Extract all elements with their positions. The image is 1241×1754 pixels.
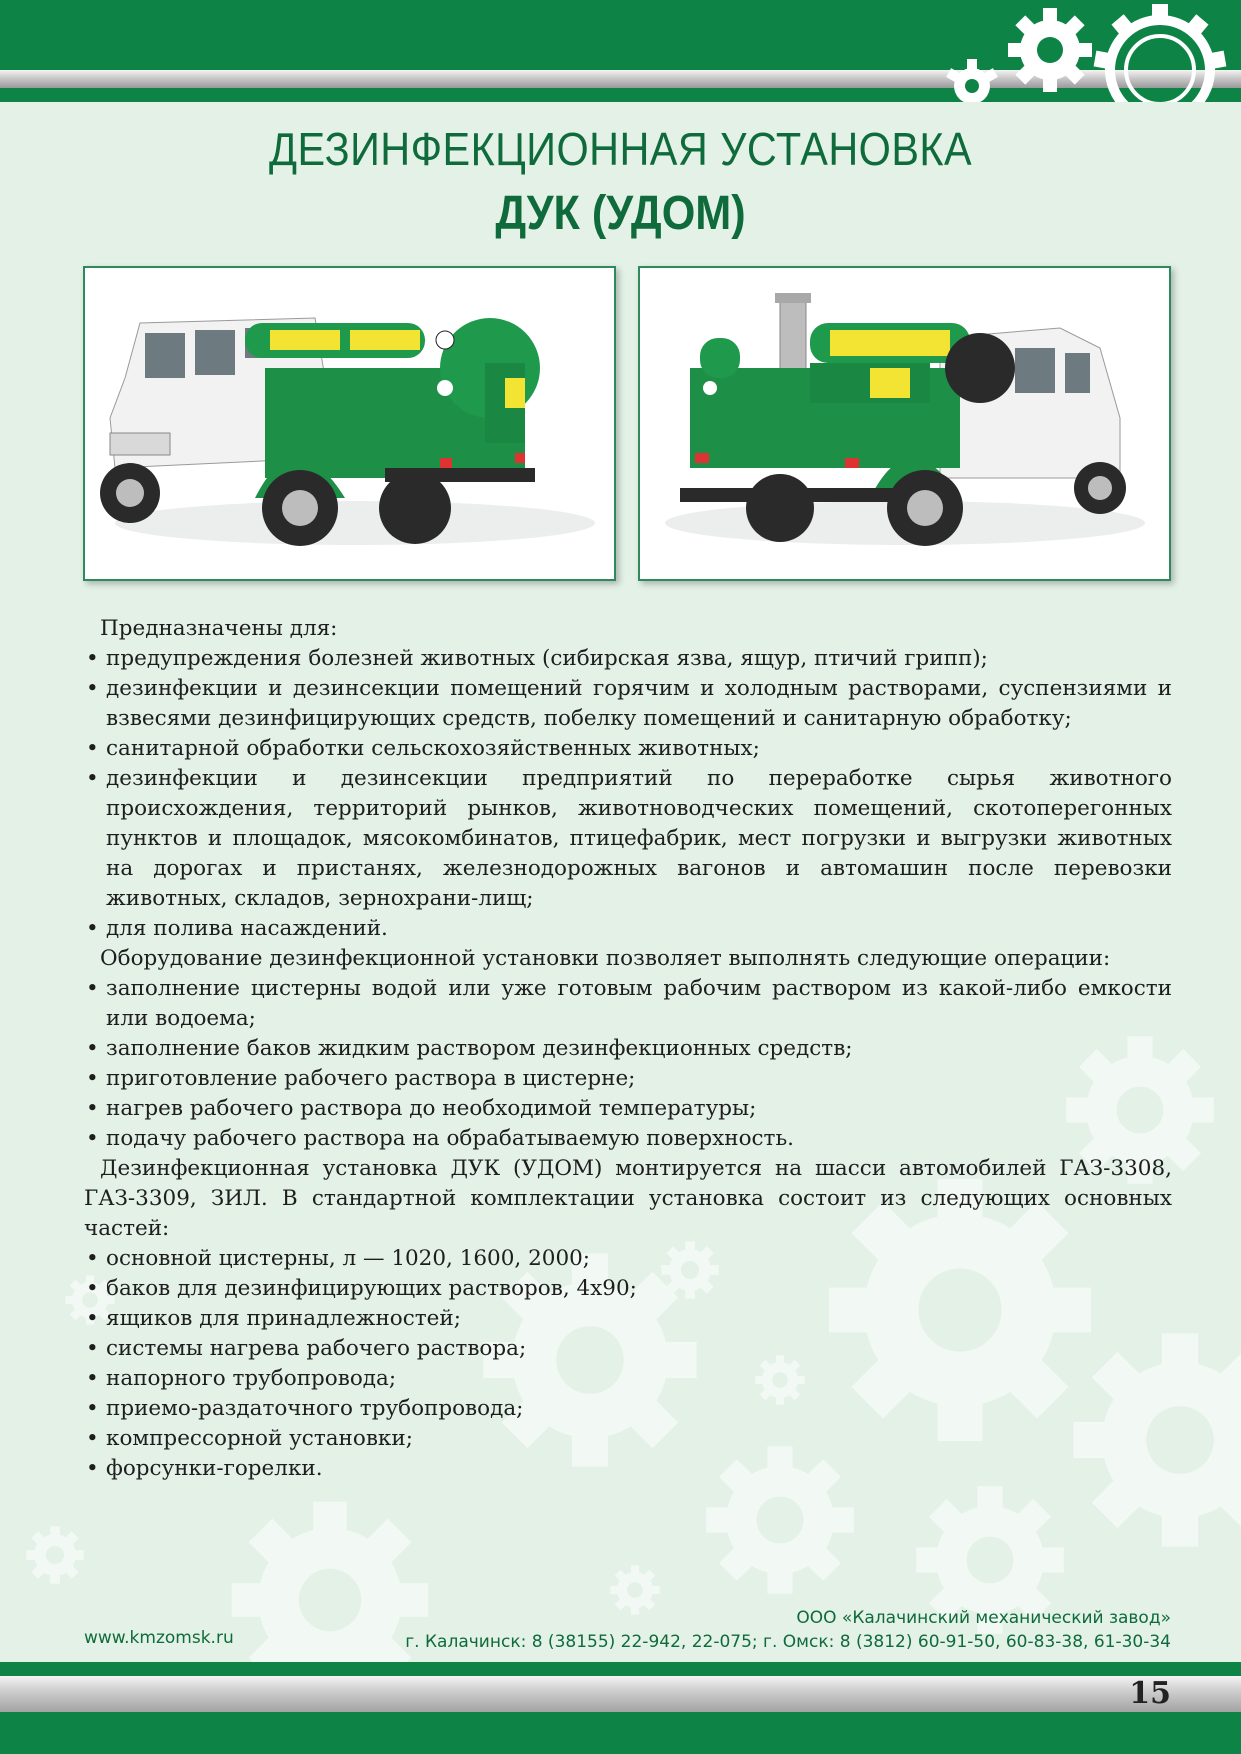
footer-band-green-lower bbox=[0, 1712, 1241, 1754]
page-number: 15 bbox=[1129, 1676, 1171, 1711]
list-item: • заполнение баков жидким раствором дезинфекционных средств; bbox=[84, 1034, 1172, 1064]
list-item: • компрессорной установки; bbox=[84, 1424, 1172, 1454]
main-content bbox=[84, 614, 1172, 1484]
truck-photo-right bbox=[638, 266, 1171, 581]
operations-intro: Оборудование дезинфекционной установки позволяет выполнять следующие операции: bbox=[100, 946, 1111, 971]
list-item: • приемо-раздаточного трубопровода; bbox=[84, 1394, 1172, 1424]
list-item: • предупреждения болезней животных (сибирская язва, ящур, птичий грипп); bbox=[84, 644, 1172, 674]
purposes-list bbox=[84, 644, 1172, 944]
list-item: • санитарной обработки сельскохозяйственных животных; bbox=[84, 734, 1172, 764]
page-title-line2: ДУК (УДОМ) bbox=[495, 187, 746, 240]
list-item: • основной цистерны, л — 1020, 1600, 2000; bbox=[84, 1244, 1172, 1274]
parts-list bbox=[84, 1244, 1172, 1484]
list-item: • напорного трубопровода; bbox=[84, 1364, 1172, 1394]
list-item: • нагрев рабочего раствора до необходимой температуры; bbox=[84, 1094, 1172, 1124]
header-gears-icon bbox=[930, 0, 1241, 102]
company-name: ООО «Калачинский механический завод» bbox=[796, 1608, 1171, 1628]
truck-illustration-left bbox=[85, 268, 614, 579]
truck-illustration-right bbox=[640, 268, 1169, 579]
list-item: • для полива насаждений. bbox=[84, 914, 1172, 944]
footer-band-green bbox=[0, 1662, 1241, 1676]
list-item: • заполнение цистерны водой или уже готовым рабочим раствором из какой-либо емкости или водоема; bbox=[84, 974, 1172, 1034]
purposes-intro: Предназначены для: bbox=[100, 616, 338, 641]
page-title-line1: ДЕЗИНФЕКЦИОННАЯ УСТАНОВКА bbox=[268, 123, 973, 175]
list-item: • ящиков для принадлежностей; bbox=[84, 1304, 1172, 1334]
footer-band-silver bbox=[0, 1676, 1241, 1712]
company-contacts bbox=[405, 1606, 1171, 1654]
list-item: • приготовление рабочего раствора в цистерне; bbox=[84, 1064, 1172, 1094]
list-item: • системы нагрева рабочего раствора; bbox=[84, 1334, 1172, 1364]
list-item: • форсунки-горелки. bbox=[84, 1454, 1172, 1484]
list-item: • дезинфекции и дезинсекции предприятий по переработке сырья животного происхождения, территорий рынков, животноводческих помещений, скотоперегонных пунктов и площадок, мясокомбинатов, птицефабрик, мест погрузки и выгрузки животных на дорогах и пристанях, железнодорожных вагонов и автомашин после перевозки животных, складов, зернохрани-лищ; bbox=[84, 764, 1172, 914]
website-link[interactable]: www.kmzomsk.ru bbox=[84, 1628, 234, 1648]
list-item: • дезинфекции и дезинсекции помещений горячим и холодным растворами, суспензиями и взвесями дезинфицирующих средств, побелку помещений и санитарную обработку; bbox=[84, 674, 1172, 734]
operations-list bbox=[84, 974, 1172, 1154]
mount-description: Дезинфекционная установка ДУК (УДОМ) монтируется на шасси автомобилей ГАЗ-3308, ГАЗ-3309, ЗИЛ. В стандартной комплектации установка состоит из следующих основных частей: bbox=[84, 1156, 1172, 1241]
list-item: • баков для дезинфицирующих растворов, 4х90; bbox=[84, 1274, 1172, 1304]
list-item: • подачу рабочего раствора на обрабатываемую поверхность. bbox=[84, 1124, 1172, 1154]
contact-phones: г. Калачинск: 8 (38155) 22-942, 22-075; г. Омск: 8 (3812) 60-91-50, 60-83-38, 61-30-34 bbox=[405, 1632, 1171, 1652]
truck-photo-left bbox=[83, 266, 616, 581]
